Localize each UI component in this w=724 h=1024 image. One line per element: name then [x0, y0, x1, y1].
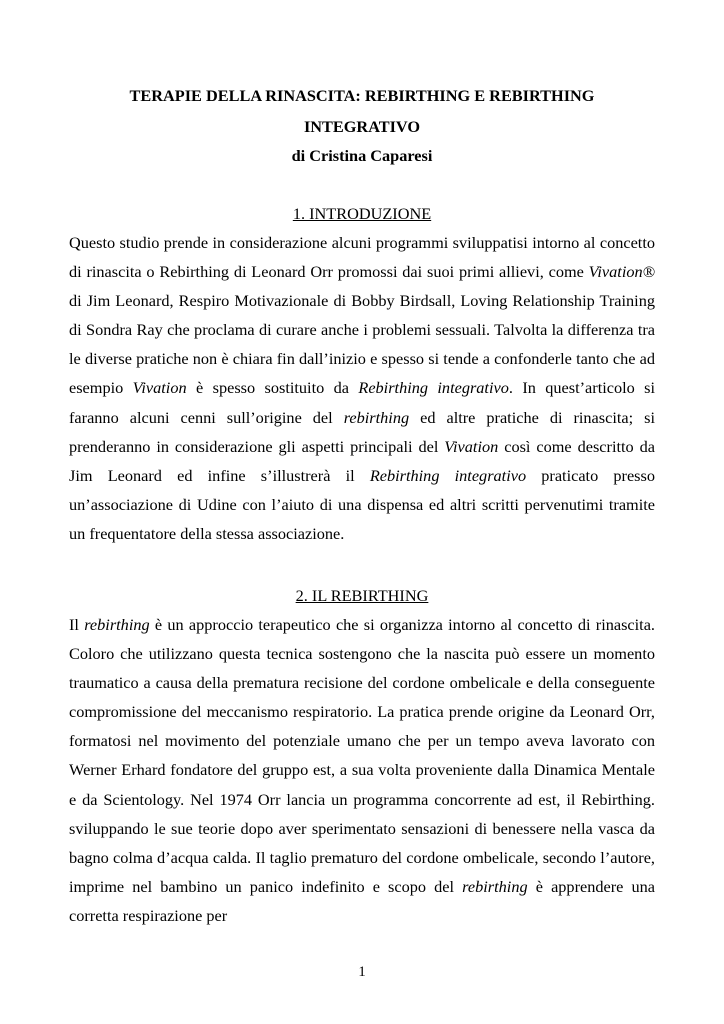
- text-run: . In quest’articolo si faranno alcuni cenni sull’origine del: [69, 378, 656, 427]
- text-run: è apprendere una corretta respirazione per: [69, 876, 656, 925]
- text-run-italic: Vivation®: [588, 262, 655, 282]
- text-run: praticato presso un’associazione di Udine con l’aiuto di una dispensa ed altri scritti pervenutimi tramite un frequentatore della stessa associazione.: [69, 465, 655, 543]
- page-number: 1: [358, 964, 366, 980]
- document-title-line2: INTEGRATIVO: [303, 117, 421, 136]
- document-title-line1: TERAPIE DELLA RINASCITA: REBIRTHING E REBIRTHING: [129, 86, 595, 105]
- text-run-italic: Vivation: [132, 378, 187, 398]
- text-run-italic: rebirthing: [462, 876, 528, 896]
- section2-paragraph: [69, 610, 655, 930]
- text-run: ed altre pratiche di rinascita; si prenderanno in considerazione gli aspetti principali del: [69, 407, 655, 456]
- section1-heading: 1. INTRODUZIONE: [292, 204, 432, 223]
- text-run-italic: rebirthing: [84, 615, 150, 634]
- text-run: di Jim Leonard, Respiro Motivazionale di Bobby Birdsall, Loving Relationship Training di Sondra Ray che proclama di curare anche i problemi sessuali. Talvolta la differenza tra le diverse pratiche non è chiara fin dall’inizio e spesso si tende a confonderle tanto che ad esempio: [69, 291, 655, 398]
- text-run-italic: Rebirthing integrativo: [369, 465, 527, 485]
- text-run: è un approccio terapeutico che si organizza intorno al concetto di rinascita. Coloro che utilizzano questa tecnica sostengono che la nascita può essere un momento traumatico a causa della prematura recisione del cordone ombelicale e della conseguente compromissione del meccanismo respiratorio. La pratica prende origine da Leonard Orr, formatosi nel movimento del potenziale umano che per un tempo aveva lavorato con Werner Erhard fondatore del gruppo est, a sua volta proveniente dalla Dinamica Mentale e da Scientology. Nel 1974 Orr lancia un programma concorrente ad est, il Rebirthing. sviluppando le sue teorie dopo aver sperimentato sensazioni di benessere nella vasca da bagno colma d’acqua calda. Il taglio prematuro del cordone ombelicale, secondo l’autore, imprime nel bambino un panico indefinito e scopo del: [69, 615, 655, 896]
- document-author: di Cristina Caparesi: [291, 146, 433, 165]
- section2-heading: 2. IL REBIRTHING: [295, 586, 429, 605]
- section1-paragraph: [69, 228, 655, 548]
- text-run-italic: Vivation: [444, 436, 499, 456]
- text-run-italic: rebirthing: [343, 407, 410, 427]
- text-run: è spesso sostituito da: [186, 378, 359, 398]
- text-run: così come descritto da Jim Leonard ed infine s’illustrerà il: [69, 436, 655, 485]
- text-run: Questo studio prende in considerazione alcuni programmi sviluppatisi intorno al concetto di rinascita o Rebirthing di Leonard Orr promossi dai suoi primi allievi, come: [69, 233, 655, 282]
- text-run-italic: Rebirthing integrativo: [358, 378, 509, 398]
- text-run: Il: [69, 615, 85, 634]
